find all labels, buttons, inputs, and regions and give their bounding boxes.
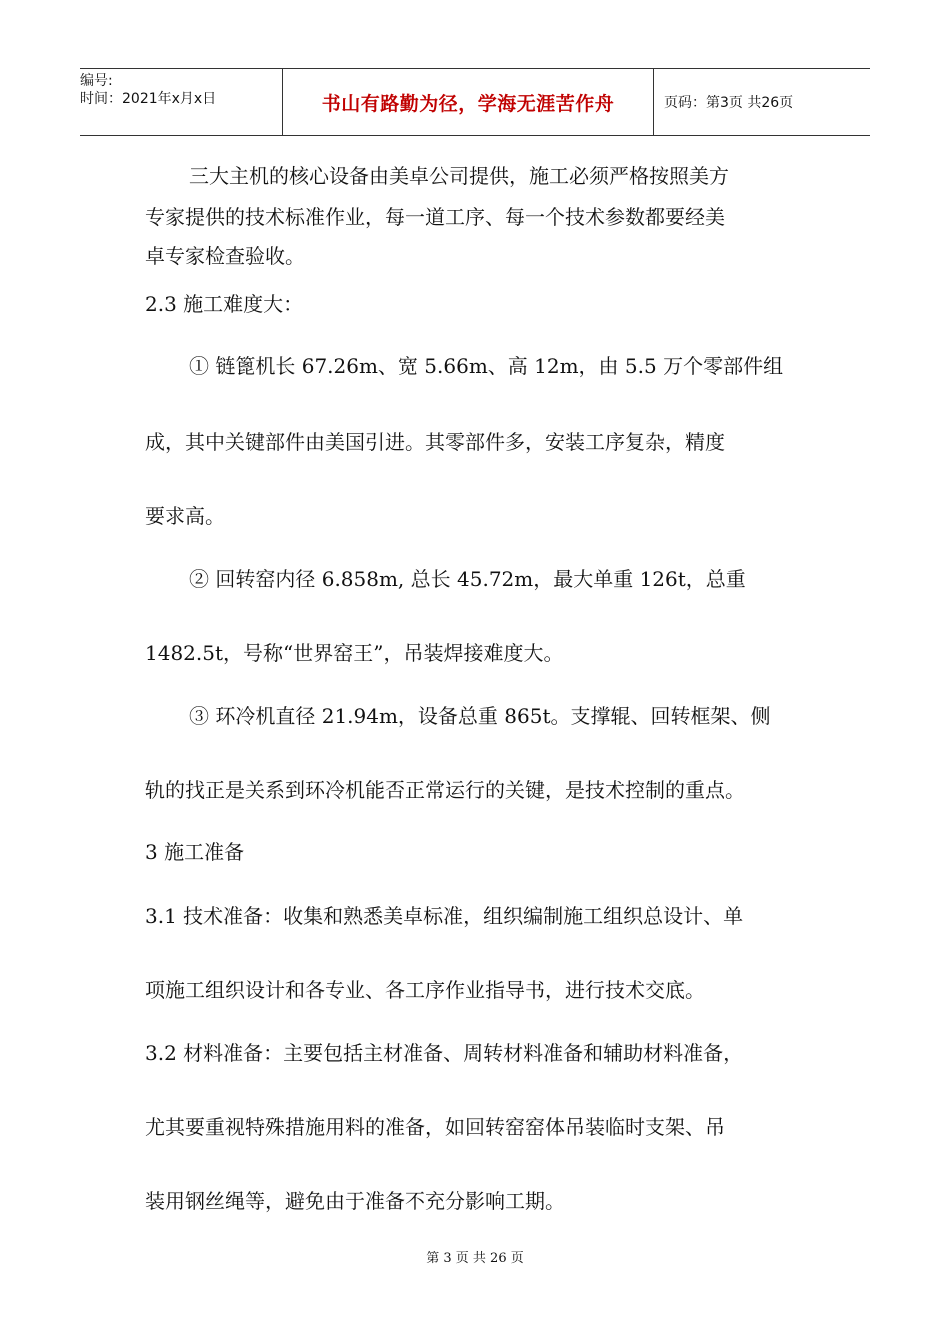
time-label: 时间：2021年x月x日 xyxy=(80,91,217,107)
text-line: 成，其中关键部件由美国引进。其零部件多，安装工序复杂，精度 xyxy=(145,430,725,454)
text-line: 专家提供的技术标准作业，每一道工序、每一个技术参数都要经美 xyxy=(145,205,725,229)
text-line: 3.2 材料准备：主要包括主材准备、周转材料准备和辅助材料准备， xyxy=(145,1041,744,1065)
text-line: 要求高。 xyxy=(145,504,225,528)
text-line: 3.1 技术准备：收集和熟悉美卓标准，组织编制施工组织总设计、单 xyxy=(145,904,744,928)
text-line: 三大主机的核心设备由美卓公司提供，施工必须严格按照美方 xyxy=(189,164,729,188)
header-page-label: 页码：第3页 共26页 xyxy=(664,95,794,111)
header-meta xyxy=(80,69,282,135)
text-line: 1482.5t，号称“世界窑王”，吊装焊接难度大。 xyxy=(145,641,564,665)
text-line: 装用钢丝绳等，避免由于准备不充分影响工期。 xyxy=(145,1189,565,1213)
number-label: 编号: xyxy=(80,73,113,89)
text-line: 卓专家检查验收。 xyxy=(145,244,305,268)
text-line: 轨的找正是关系到环冷机能否正常运行的关键，是技术控制的重点。 xyxy=(145,778,745,802)
text-line: ③ 环冷机直径 21.94m，设备总重 865t。支撑辊、回转框架、侧 xyxy=(189,704,771,728)
page-header xyxy=(80,68,870,136)
text-line: ② 回转窑内径 6.858m, 总长 45.72m，最大单重 126t，总重 xyxy=(189,567,746,591)
text-line: 尤其要重视特殊措施用料的准备，如回转窑窑体吊装临时支架、吊 xyxy=(145,1115,725,1139)
text-line: ① 链篦机长 67.26m、宽 5.66m、高 12m，由 5.5 万个零部件组 xyxy=(189,354,784,378)
text-line: 项施工组织设计和各专业、各工序作业指导书，进行技术交底。 xyxy=(145,978,705,1002)
section-heading: 2.3 施工难度大： xyxy=(145,292,304,316)
header-motto: 书山有路勤为径，学海无涯苦作舟 xyxy=(282,69,654,135)
section-heading: 3 施工准备 xyxy=(145,840,245,864)
page-footer: 第 3 页 共 26 页 xyxy=(426,1251,524,1266)
